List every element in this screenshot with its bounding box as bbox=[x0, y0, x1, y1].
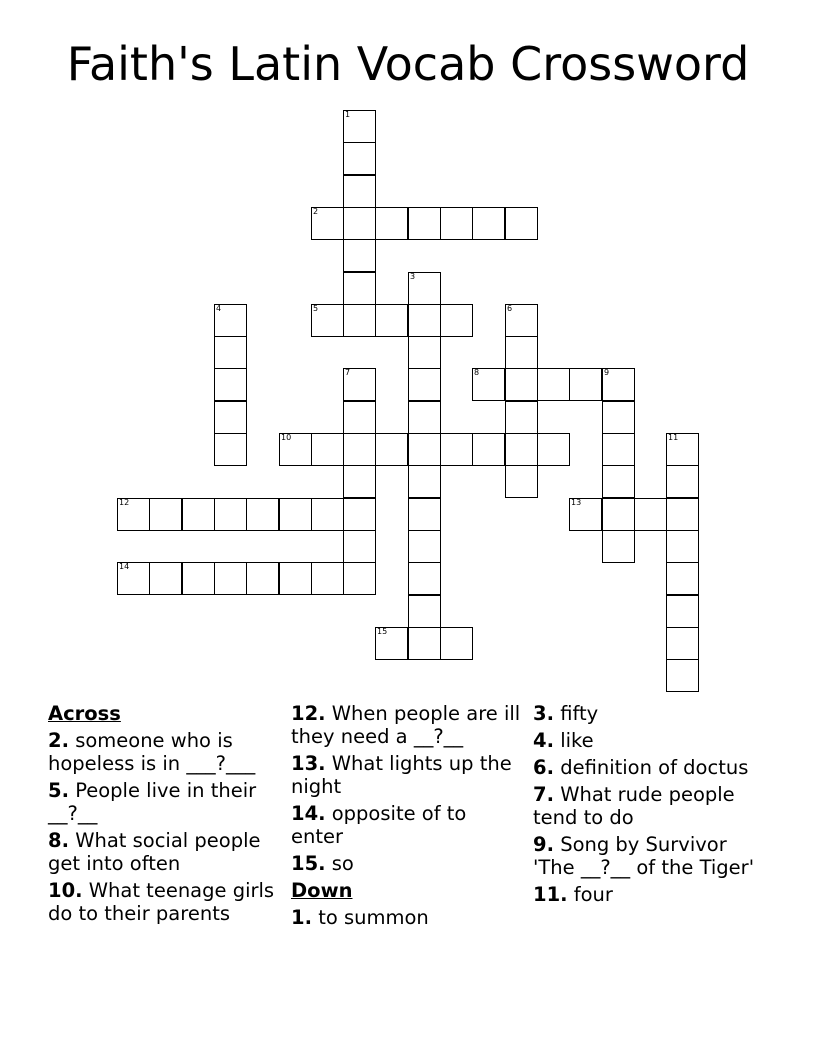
down-heading: Down bbox=[291, 879, 353, 902]
grid-cell[interactable] bbox=[666, 562, 699, 595]
clue-across-13: 13. What lights up the night bbox=[291, 752, 512, 798]
grid-cell[interactable] bbox=[472, 207, 505, 240]
grid-cell[interactable] bbox=[214, 304, 247, 337]
grid-cell[interactable] bbox=[537, 368, 570, 401]
grid-cell[interactable] bbox=[472, 433, 505, 466]
clue-across-12: 12. When people are ill they need a __?__ bbox=[291, 702, 521, 748]
grid-cell[interactable] bbox=[311, 498, 344, 531]
grid-cell[interactable] bbox=[408, 368, 441, 401]
grid-cell[interactable] bbox=[246, 498, 279, 531]
grid-cell[interactable] bbox=[149, 498, 182, 531]
cell-number: 3 bbox=[410, 272, 416, 281]
grid-cell[interactable] bbox=[343, 401, 376, 434]
grid-cell[interactable] bbox=[311, 207, 344, 240]
grid-cell[interactable] bbox=[343, 304, 376, 337]
grid-cell[interactable] bbox=[666, 627, 699, 660]
grid-cell[interactable] bbox=[182, 562, 215, 595]
cell-number: 1 bbox=[345, 110, 351, 119]
grid-cell[interactable] bbox=[408, 336, 441, 369]
grid-cell[interactable] bbox=[569, 368, 602, 401]
grid-cell[interactable] bbox=[569, 498, 602, 531]
cell-number: 4 bbox=[216, 304, 222, 313]
grid-cell[interactable] bbox=[408, 595, 441, 628]
grid-cell[interactable] bbox=[214, 498, 247, 531]
grid-cell[interactable] bbox=[343, 433, 376, 466]
grid-cell[interactable] bbox=[472, 368, 505, 401]
clue-across-5: 5. People live in their __?__ bbox=[48, 779, 257, 825]
grid-cell[interactable] bbox=[343, 530, 376, 563]
grid-cell[interactable] bbox=[311, 562, 344, 595]
clue-down-1: 1. to summon bbox=[291, 906, 429, 929]
grid-cell[interactable] bbox=[117, 562, 150, 595]
grid-cell[interactable] bbox=[408, 272, 441, 305]
grid-cell[interactable] bbox=[666, 498, 699, 531]
cell-number: 15 bbox=[377, 627, 388, 636]
clue-across-2: 2. someone who is hopeless is in ___?___ bbox=[48, 729, 256, 775]
clue-down-6: 6. definition of doctus bbox=[533, 756, 749, 779]
cell-number: 9 bbox=[604, 368, 610, 377]
grid-cell[interactable] bbox=[375, 207, 408, 240]
grid-cell[interactable] bbox=[214, 562, 247, 595]
grid-cell[interactable] bbox=[666, 595, 699, 628]
grid-cell[interactable] bbox=[343, 142, 376, 175]
grid-cell[interactable] bbox=[408, 627, 441, 660]
grid-cell[interactable] bbox=[537, 433, 570, 466]
grid-cell[interactable] bbox=[408, 433, 441, 466]
clue-column-1 bbox=[48, 702, 278, 929]
grid-cell[interactable] bbox=[408, 401, 441, 434]
cell-number: 11 bbox=[668, 433, 679, 442]
clue-column-2 bbox=[291, 702, 521, 933]
grid-cell[interactable] bbox=[602, 465, 635, 498]
grid-cell[interactable] bbox=[279, 433, 312, 466]
grid-cell[interactable] bbox=[375, 304, 408, 337]
clue-across-15: 15. so bbox=[291, 852, 354, 875]
grid-cell[interactable] bbox=[311, 304, 344, 337]
grid-cell[interactable] bbox=[149, 562, 182, 595]
grid-cell[interactable] bbox=[440, 207, 473, 240]
grid-cell[interactable] bbox=[505, 465, 538, 498]
grid-cell[interactable] bbox=[214, 433, 247, 466]
cell-number: 7 bbox=[345, 368, 351, 377]
grid-cell[interactable] bbox=[343, 110, 376, 143]
grid-cell[interactable] bbox=[505, 368, 538, 401]
grid-cell[interactable] bbox=[505, 207, 538, 240]
grid-cell[interactable] bbox=[505, 336, 538, 369]
grid-cell[interactable] bbox=[375, 627, 408, 660]
grid-cell[interactable] bbox=[408, 207, 441, 240]
grid-cell[interactable] bbox=[408, 530, 441, 563]
grid-cell[interactable] bbox=[214, 401, 247, 434]
clue-down-7: 7. What rude people tend to do bbox=[533, 783, 735, 829]
cell-number: 2 bbox=[313, 207, 319, 216]
grid-cell[interactable] bbox=[602, 401, 635, 434]
grid-cell[interactable] bbox=[343, 272, 376, 305]
cell-number: 10 bbox=[281, 433, 292, 442]
grid-cell[interactable] bbox=[440, 627, 473, 660]
clue-down-4: 4. like bbox=[533, 729, 594, 752]
grid-cell[interactable] bbox=[311, 433, 344, 466]
grid-cell[interactable] bbox=[634, 498, 667, 531]
grid-cell[interactable] bbox=[505, 304, 538, 337]
grid-cell[interactable] bbox=[246, 562, 279, 595]
grid-cell[interactable] bbox=[343, 368, 376, 401]
cell-number: 5 bbox=[313, 304, 319, 313]
grid-cell[interactable] bbox=[408, 498, 441, 531]
across-heading: Across bbox=[48, 702, 121, 725]
grid-cell[interactable] bbox=[117, 498, 150, 531]
clue-down-11: 11. four bbox=[533, 883, 613, 906]
clue-across-8: 8. What social people get into often bbox=[48, 829, 261, 875]
grid-cell[interactable] bbox=[602, 433, 635, 466]
grid-cell[interactable] bbox=[279, 562, 312, 595]
grid-cell[interactable] bbox=[602, 498, 635, 531]
grid-cell[interactable] bbox=[214, 368, 247, 401]
clue-across-14: 14. opposite of to enter bbox=[291, 802, 467, 848]
grid-cell[interactable] bbox=[182, 498, 215, 531]
grid-cell[interactable] bbox=[343, 562, 376, 595]
grid-cell[interactable] bbox=[602, 530, 635, 563]
grid-cell[interactable] bbox=[440, 433, 473, 466]
clue-column-3 bbox=[533, 702, 763, 910]
clue-across-10: 10. What teenage girls do to their parents bbox=[48, 879, 275, 925]
grid-cell[interactable] bbox=[279, 498, 312, 531]
grid-cell[interactable] bbox=[343, 239, 376, 272]
cell-number: 6 bbox=[507, 304, 513, 313]
grid-cell[interactable] bbox=[408, 562, 441, 595]
grid-cell[interactable] bbox=[666, 659, 699, 692]
cell-number: 13 bbox=[571, 498, 582, 507]
grid-cell[interactable] bbox=[602, 368, 635, 401]
cell-number: 12 bbox=[119, 498, 130, 507]
grid-cell[interactable] bbox=[343, 498, 376, 531]
grid-cell[interactable] bbox=[408, 465, 441, 498]
grid-cell[interactable] bbox=[343, 175, 376, 208]
grid-cell[interactable] bbox=[440, 304, 473, 337]
grid-cell[interactable] bbox=[666, 433, 699, 466]
grid-cell[interactable] bbox=[408, 304, 441, 337]
puzzle-title: Faith's Latin Vocab Crossword bbox=[66, 37, 750, 91]
clue-down-3: 3. fifty bbox=[533, 702, 599, 725]
grid-cell[interactable] bbox=[214, 336, 247, 369]
cell-number: 8 bbox=[474, 368, 480, 377]
grid-cell[interactable] bbox=[343, 207, 376, 240]
clue-down-9: 9. Song by Survivor 'The __?__ of the Tiger' bbox=[533, 833, 755, 879]
cell-number: 14 bbox=[119, 562, 130, 571]
grid-cell[interactable] bbox=[505, 433, 538, 466]
grid-cell[interactable] bbox=[505, 401, 538, 434]
grid-cell[interactable] bbox=[343, 465, 376, 498]
grid-cell[interactable] bbox=[666, 530, 699, 563]
grid-cell[interactable] bbox=[375, 433, 408, 466]
grid-cell[interactable] bbox=[666, 465, 699, 498]
